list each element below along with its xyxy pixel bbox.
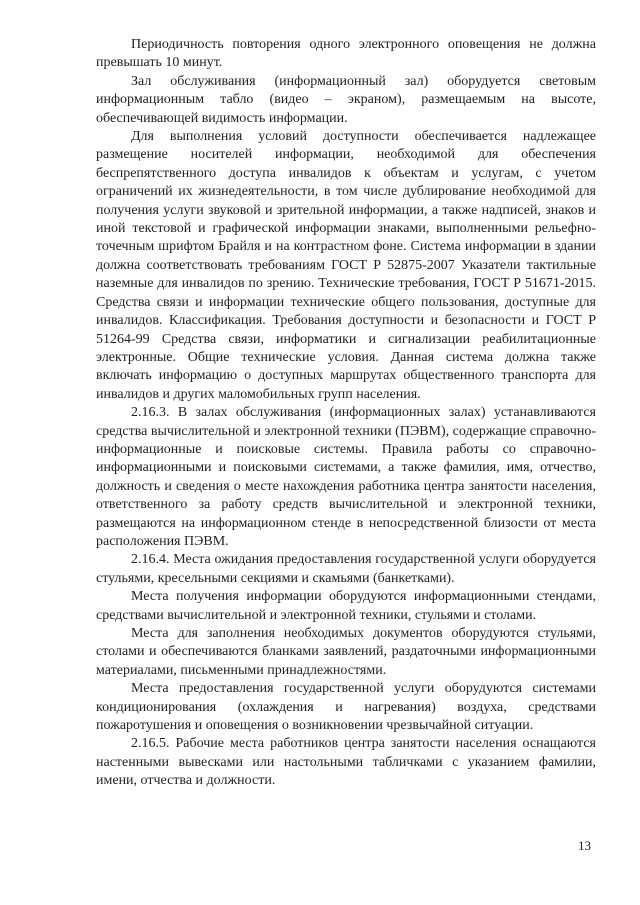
paragraph-section-2-16-5: 2.16.5. Рабочие места работников центра занятости населения оснащаются настенными вывесками или настольными табличками с указанием фамилии, имени, отчества и должности.: [96, 736, 596, 789]
document-body: [96, 36, 596, 791]
paragraph-accessibility: Для выполнения условий доступности обеспечивается надлежащее размещение носителей информации, необходимой для обеспечения беспрепятственного доступа инвалидов к объектам и услугам, с учетом ограничений их жизнедеятельности, в том числе дублирование необходимой для получения услуги звуковой и зрительной информации, а также надписей, знаков и иной текстовой и графической информации знаками, выполненными рельефно-точечным шрифтом Брайля и на контрастном фоне. Система информации в здании должна соответствовать требованиям ГОСТ Р 52875-2007 Указатели тактильные наземные для инвалидов по зрению. Технические требования, ГОСТ Р 51671-2015. Средства связи и информации технические общего пользования, доступные для инвалидов. Классификация. Требования доступности и безопасности и ГОСТ Р 51264-99 Средства связи, информатики и сигнализации реабилитационные электронные. Общие технические условия. Данная система должна также включать информацию о доступных маршрутах общественного транспорта для инвалидов и других маломобильных групп населения.: [96, 129, 596, 402]
paragraph-info-display: Зал обслуживания (информационный зал) оборудуется световым информационным табло (видео – экраном), размещаемым на высоте, обеспечивающей видимость информации.: [96, 73, 596, 126]
paragraph-service-places: Места предоставления государственной услуги оборудуются системами кондиционирования (охлаждения и нагревания) воздуха, средствами пожаротушения и оповещения о возникновении чрезвычайной ситуации.: [96, 681, 596, 734]
paragraph-notification-interval: Периодичность повторения одного электронного оповещения не должна превышать 10 минут.: [96, 37, 596, 71]
page-number: 13: [578, 838, 591, 853]
paragraph-section-2-16-3: 2.16.3. В залах обслуживания (информационных залах) устанавливаются средства вычислительной и электронной техники (ПЭВМ), содержащие справочно-информационные и поисковые системы. Правила работы со справочно-информационными и поисковыми системами, а также фамилия, имя, отчество, должность и сведения о месте нахождения работника центра занятости населения, ответственного за работу средств вычислительной и электронной техники, размещаются на информационном стенде в непосредственной близости от места расположения ПЭВМ.: [96, 405, 596, 549]
paragraph-section-2-16-4: 2.16.4. Места ожидания предоставления государственной услуги оборудуется стульями, кресельными секциями и скамьями (банкетками).: [96, 552, 596, 586]
paragraph-info-places: Места получения информации оборудуются информационными стендами, средствами вычислительной и электронной техники, стульями и столами.: [96, 589, 596, 623]
paragraph-form-filling-places: Места для заполнения необходимых документов оборудуются стульями, столами и обеспечиваются бланками заявлений, раздаточными информационными материалами, письменными принадлежностями.: [96, 626, 596, 678]
